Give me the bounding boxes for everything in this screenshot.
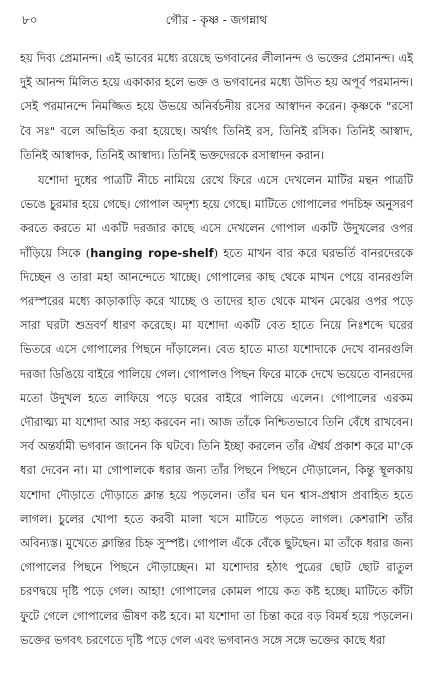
page-header	[20, 10, 413, 30]
page-number: ৮০	[22, 13, 38, 27]
running-title: গৌর - কৃষ্ণ - জগন্নাথ	[165, 13, 268, 27]
paragraph-2-text-after: ) হতে মাখন বার করে ঘরভর্তি বানরদেরকে দিচ্ছেন ও তারা মহা আনন্দেতে খাচ্ছে। গোপালের কাছ থেকে মাখন পেয়ে বানরগুলি পরস্পরের মধ্যে কাড়াকাড়ি করে খাচ্ছে ও তাদের হাত থেকে মাখন মেঝের ওপর পড়ে সারা ঘরটা শুভ্রবর্ণ ধারণ করেছে। মা যশোদা একটি বেত হাতে নিয়ে নিঃশব্দে ঘরের ভিতরে এসে গোপালের পিছনে দাঁড়ালেন। বেত হাতে মাতা যশোদাকে দেখে বানরগুলি দরজা ডিঙিয়ে বাইরে পালিয়ে গেল। গোপালও পিছন ফিরে মাকে দেখে ভয়েতে বানরদের মতো উদুখল হতে লাফিয়ে পড়ে ঘরের বাইরে পালিয়ে এলেন। গোপালের এরকম দৌরাত্ম্য মা যশোদা আর সহ্য করবেন না। আজ তাঁকে নিশ্চিতভাবে তিনি বেঁধে রাখবেন। সর্ব অন্তর্যামী ভগবান জানেন কি ঘটবে। তিনি ইচ্ছা করলেন তাঁর ঐশ্বর্য প্রকাশ করে মা'কে ধরা দেবেন না। মা গোপালকে ধরার জন্য তাঁর পিছনে পিছনে দৌড়ালেন, কিন্তু স্থূলকায় যশোদা দৌড়াতে দৌড়াতে ক্লান্ত হয়ে পড়লেন। তাঁর ঘন ঘন শ্বাস-প্রশ্বাস প্রবাহিত হতে লাগল। চুলের খোপা হতে করবী মালা খসে মাটিতে পড়তে লাগল। কেশরাশি তাঁর অবিন্যস্ত। মুখেতে ক্লান্তির চিহ্ন সুস্পষ্ট। গোপাল এঁকে বেঁকে ছুটছেন। মা তাঁকে ধরার জন্য গোপালের পিছনে পিছনে দৌড়াচ্ছেন। মা যশোদার হঠাৎ পুত্রের ছোট ছোট রাতুল চরণদ্বয়ে দৃষ্টি পড়ে গেল। আহা! গোপালের কোমল পায়ে কত কষ্ট হচ্ছে। মাটিতে কাঁটা ফুটে গেলে গোপালের ভীষণ কষ্ট হবে। মা যশোদা তা চিন্তা করে বড় বিমর্ষ হয়ে পড়লেন। ভক্তের ভগবৎ চরণেতে দৃষ্টি পড়ে গেল এবং ভগবানও সঙ্গে সঙ্গে ভক্তের কাছে ধরা	[20, 245, 414, 647]
body-text	[20, 46, 413, 652]
paragraph-1	[20, 46, 413, 167]
paragraph-2-text-before: যশোদা দুধের পাত্রটি নীচে নামিয়ে রেখে ফিরে এসে দেখলেন মাটির মন্থন পাত্রটি ভেঙে চুরমার হয়ে গেছে। গোপাল অদৃশ্য হয়ে গেছে। মাটিতে গোপালের পদচিহ্ন অনুসরণ করতে করতে মা একটি দরজার কাছে এসে দেখলেন গোপাল একটি উদুখলের ওপর দাঁড়িয়ে সিকে (	[20, 173, 413, 260]
english-term: hanging rope-shelf	[90, 245, 214, 260]
paragraph-1-text: হয় দিব্য প্রেমানন্দ। এই ভাবের মধ্যে রয়েছে ভগবানের লীলানন্দ ও ভক্তের প্রেমানন্দ। এই দুই আনন্দ মিলিত হয়ে একাকার হলে ভক্ত ও ভগবানের মধ্যে উদিত হয় অপূর্ব পরমানন্দ। সেই পরমানন্দে নিমজ্জিত হয়ে উভয়ে অনির্বচনীয় রসের আস্বাদন করেন। কৃষ্ণকে "রসো বৈ সঃ" বলে অভিহিত করা হয়েছে। অর্থাৎ তিনিই রস, তিনিই রসিক। তিনিই আস্বাদ, তিনিই আস্বাদক, তিনিই আস্বাদ্য। তিনিই ভক্তদেরকে রসাস্বাদন করান।	[20, 51, 413, 162]
paragraph-2	[20, 168, 413, 652]
